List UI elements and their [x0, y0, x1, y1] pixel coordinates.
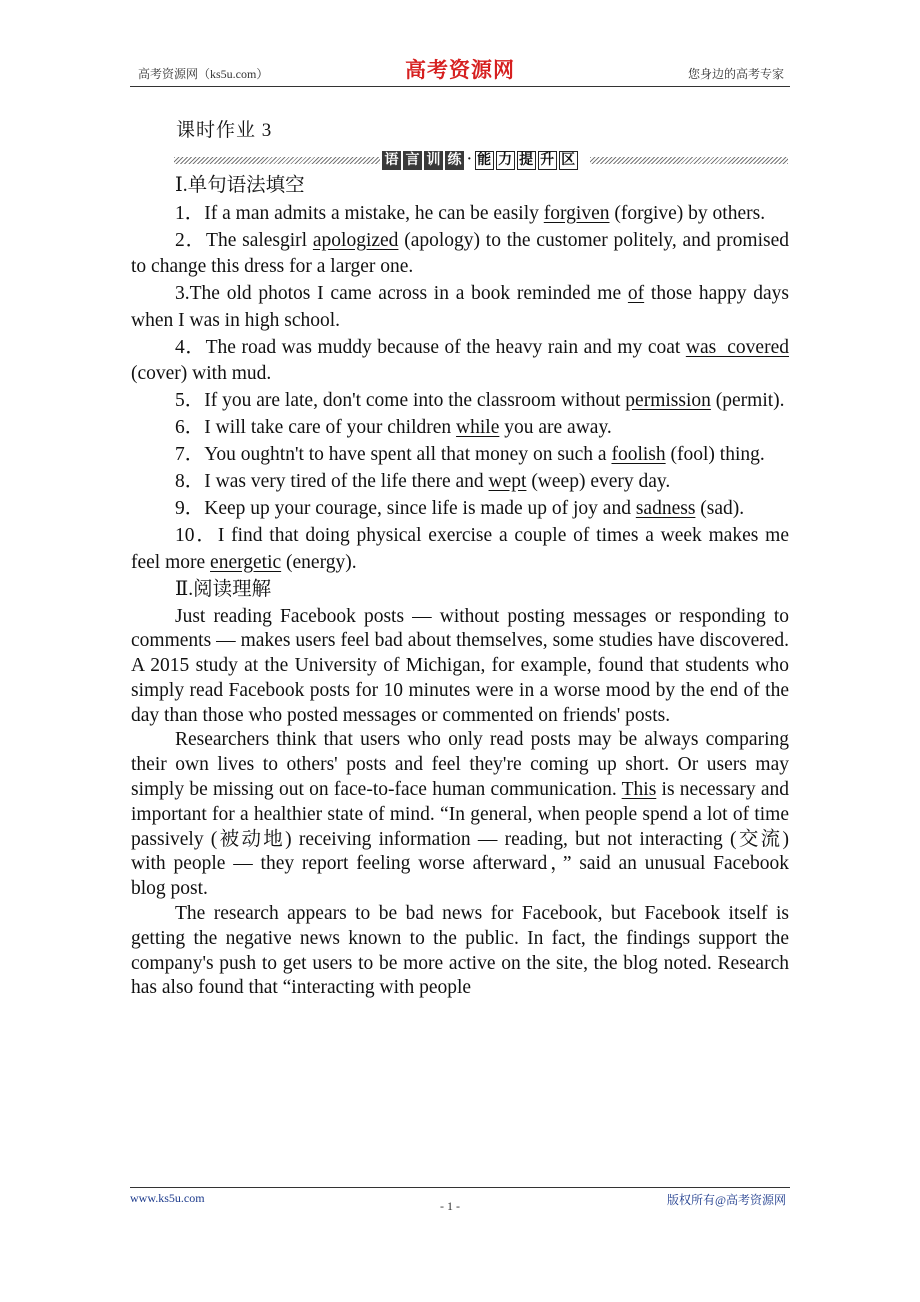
question-number: 2．: [175, 229, 207, 251]
question-answer: apologized: [312, 229, 399, 251]
question-number: 10．: [175, 525, 218, 546]
banner-hatch-left: [174, 157, 380, 164]
question-item: [131, 201, 789, 228]
question-number: 9．: [175, 498, 205, 519]
header-slogan: 您身边的高考专家: [687, 67, 784, 81]
question-item: [131, 523, 789, 576]
reading-passage: [131, 605, 789, 1002]
header-site-name: 高考资源网（ks5u.com）: [138, 67, 269, 81]
question-answer: forgiven: [543, 202, 610, 224]
page-footer: [130, 1187, 790, 1213]
question-number: 7．: [175, 444, 205, 465]
question-number: 1．: [175, 202, 205, 224]
question-answer: of: [627, 283, 645, 304]
question-answer: was covered: [685, 336, 789, 358]
question-text-post: (fool) thing.: [665, 444, 765, 465]
banner-char: 提: [517, 151, 536, 170]
banner-dot: ·: [467, 152, 472, 167]
question-item: [131, 496, 789, 523]
question-text-pre: You oughtn't to have spent all that money on such a: [204, 444, 612, 465]
question-text-pre: The road was muddy because of the heavy rain and my coat: [205, 336, 686, 358]
banner-hatch-right: [590, 157, 788, 164]
banner-char: 区: [559, 151, 578, 170]
page-header: [130, 52, 790, 87]
question-number: 5．: [175, 390, 205, 411]
banner-char: 练: [445, 151, 464, 170]
question-text-post: those happy days when I was in high school.: [131, 283, 790, 331]
question-text-pre: I was very tired of the life there and: [204, 471, 489, 492]
footer-url[interactable]: www.ks5u.com: [130, 1191, 205, 1205]
question-text-post: (permit).: [710, 390, 785, 411]
question-text-pre: If a man admits a mistake, he can be easily: [204, 202, 544, 224]
reading-paragraph-3: The research appears to be bad news for Facebook, but Facebook itself is getting the negative news known to the public. In fact, the findings support the company's push to get users to be more active on the site, the blog noted. Research has also found that “interacting with people: [131, 903, 789, 999]
question-answer: foolish: [611, 444, 666, 465]
question-item: [131, 415, 789, 442]
question-answer: while: [456, 417, 500, 438]
question-item: [131, 388, 789, 415]
question-answer: wept: [488, 471, 527, 492]
question-answer: sadness: [635, 498, 696, 519]
question-text-pre: The old photos I came across in a book reminded me: [189, 283, 628, 304]
question-text-post: (weep) every day.: [526, 471, 671, 492]
question-item: [131, 469, 789, 496]
header-logo: 高考资源网: [405, 57, 515, 82]
page-number: - 1 -: [440, 1199, 460, 1213]
reading-paragraph-2-post: is necessary and important for a healthier state of mind. “In general, when people spend a lot of time passively (被动地) receiving information — reading, but not interacting (交流) with people — they report feeling worse afterward，” said an unusual Facebook blog post.: [131, 779, 789, 900]
question-text-pre: If you are late, don't come into the classroom without: [204, 390, 626, 411]
question-number: 6．: [175, 417, 205, 438]
section2-title: Ⅱ.阅读理解: [175, 579, 272, 600]
banner-char: 训: [424, 151, 443, 170]
question-text-post: (forgive) by others.: [609, 202, 766, 224]
question-text-post: you are away.: [499, 417, 612, 438]
banner-char: 升: [538, 151, 557, 170]
reading-underlined-word: This: [621, 779, 657, 801]
question-item: [131, 335, 789, 388]
question-number: 4．: [175, 336, 206, 358]
question-text-post: (apology) to the customer politely, and promised to change this dress for a larger one.: [131, 229, 789, 277]
question-answer: energetic: [210, 551, 282, 573]
reading-paragraph-1: Just reading Facebook posts — without posting messages or responding to comments — makes users feel bad about themselves, some studies have discovered. A 2015 study at the University of Michigan, for example, found that students who simply read Facebook posts for 10 minutes were in a worse mood by the end of the day than those who posted messages or commented on friends' posts.: [131, 605, 789, 726]
question-item: [131, 442, 789, 469]
question-text-pre: The salesgirl: [206, 229, 313, 251]
question-item: [131, 281, 789, 334]
reading-paragraph-2-pre: Researchers think that users who only read posts may be always comparing their own lives to others' posts and feel they're coming up short. Or users may simply be missing out on face-to-face human communication.: [131, 729, 789, 801]
section1-title: Ⅰ.单句语法填空: [175, 175, 305, 196]
banner-char: 力: [496, 151, 515, 170]
banner-label: [382, 148, 580, 172]
question-text-post: (cover) with mud.: [131, 363, 272, 384]
main-content: [131, 172, 789, 1001]
question-text-pre: I find that doing physical exercise a couple of times a week makes me feel more: [131, 525, 789, 573]
banner-char: 言: [403, 151, 422, 170]
banner-char: 能: [475, 151, 494, 170]
question-number: 3.: [175, 283, 190, 304]
question-item: [131, 228, 789, 281]
question-answer: permission: [625, 390, 711, 411]
reading-paragraph-2: [131, 728, 789, 902]
question-text-pre: Keep up your courage, since life is made up of joy and: [204, 498, 636, 519]
banner-char: 语: [382, 151, 401, 170]
question-text-post: (sad).: [695, 498, 745, 519]
assignment-title: 课时作业 3: [176, 120, 273, 141]
question-number: 8．: [175, 471, 205, 492]
section-banner: [174, 148, 788, 172]
question-text-post: (energy).: [281, 551, 357, 573]
footer-copyright: 版权所有@高考资源网: [666, 1193, 786, 1207]
question-text-pre: I will take care of your children: [204, 417, 457, 438]
